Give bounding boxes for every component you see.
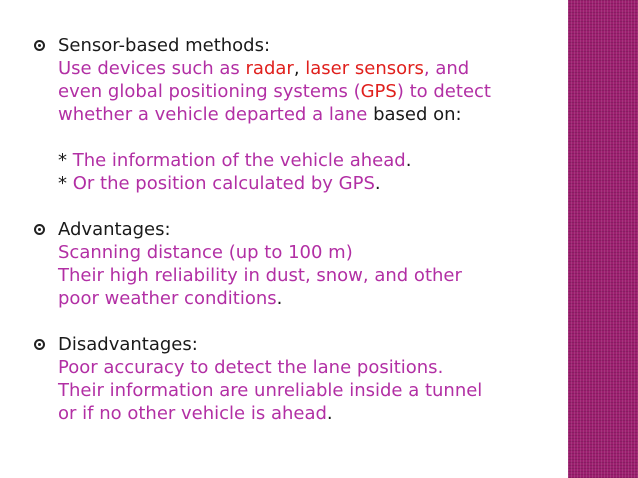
text-segment: , [293, 58, 306, 79]
text-segment: ) to detect [396, 81, 491, 102]
text-segment: Their information are unreliable inside a tunnel [58, 380, 483, 401]
text-segment: Or the position calculated by GPS [72, 173, 375, 194]
bullet-item [34, 218, 554, 310]
bullet-item [34, 333, 554, 425]
text-segment: Poor accuracy to detect the lane positions. [58, 357, 444, 378]
slide-content [34, 34, 554, 448]
circle-bullet-icon [34, 224, 45, 235]
text-line [58, 103, 554, 126]
text-line [58, 241, 554, 264]
text-line [58, 264, 554, 287]
circle-bullet-icon [34, 339, 45, 350]
bullet-heading: Advantages: [58, 219, 171, 240]
text-line [58, 402, 554, 425]
text-segment: . [374, 173, 381, 194]
text-segment: poor weather conditions [58, 288, 277, 309]
text-segment: laser sensors [305, 58, 424, 79]
text-segment: , and [423, 58, 470, 79]
text-line [58, 287, 554, 310]
text-segment: radar [245, 58, 294, 79]
text-segment: . [276, 288, 283, 309]
text-segment: Scanning distance (up to 100 m) [58, 242, 353, 263]
bullet-item [34, 34, 554, 195]
text-segment: . [405, 150, 412, 171]
circle-bullet-icon [34, 40, 45, 51]
text-line [58, 172, 554, 195]
text-segment: even global positioning systems ( [58, 81, 361, 102]
text-line [58, 149, 554, 172]
text-segment: whether a vehicle departed a lane [58, 104, 374, 125]
text-line [58, 379, 554, 402]
bullet-heading: Disadvantages: [58, 334, 198, 355]
text-line [58, 57, 554, 80]
text-segment: The information of the vehicle ahead [72, 150, 406, 171]
blank-line [58, 126, 554, 149]
text-segment: Their high reliability in dust, snow, and other [58, 265, 462, 286]
bullet-heading: Sensor-based methods: [58, 35, 271, 56]
text-segment: * [58, 173, 73, 194]
text-line [58, 356, 554, 379]
text-segment: GPS [360, 81, 397, 102]
decorative-side-panel [568, 0, 638, 478]
text-segment: or if no other vehicle is ahead [58, 403, 327, 424]
text-line [58, 80, 554, 103]
text-segment: . [326, 403, 333, 424]
text-segment: * [58, 150, 73, 171]
text-segment: based on: [373, 104, 462, 125]
text-segment: Use devices such as [58, 58, 246, 79]
